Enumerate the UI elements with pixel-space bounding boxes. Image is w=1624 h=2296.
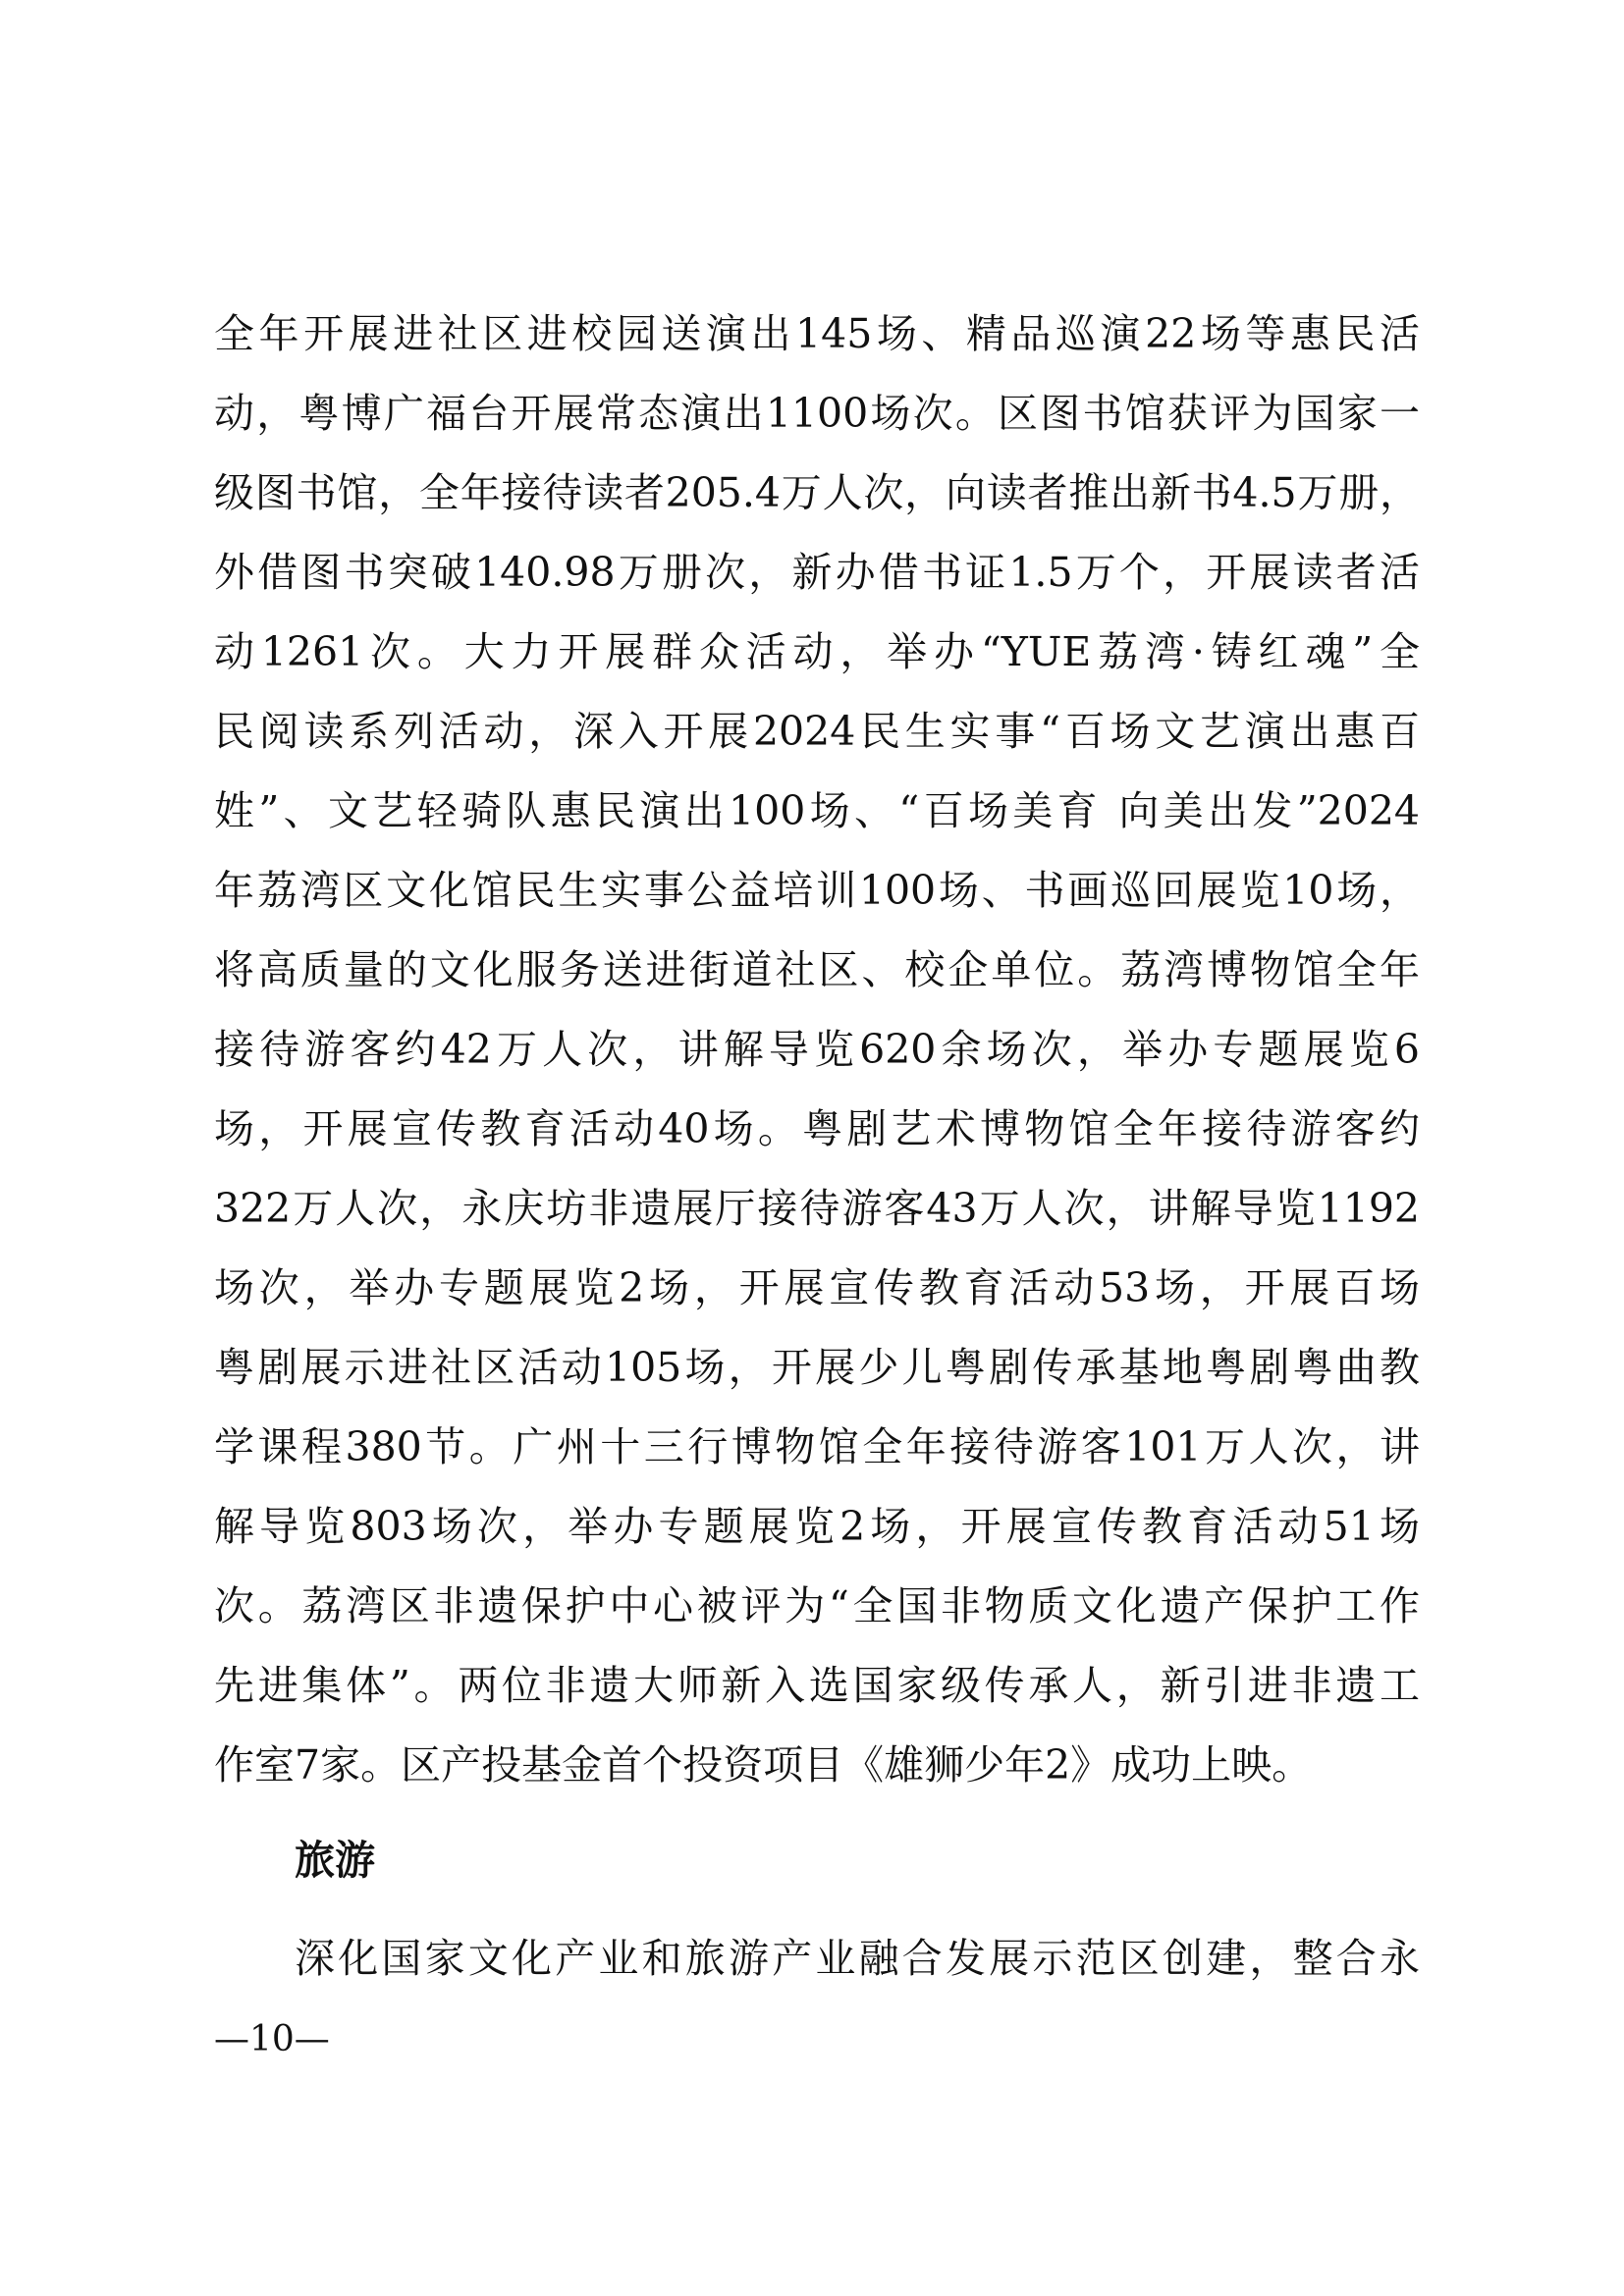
text-line: 学课程380节。广州十三行博物馆全年接待游客101万人次，讲 <box>214 1423 1420 1470</box>
text-line: 粤剧展示进社区活动105场，开展少儿粤剧传承基地粤剧粤曲教 <box>214 1344 1420 1391</box>
text-line: 动，粤博广福台开展常态演出1100场次。区图书馆获评为国家一 <box>214 390 1420 437</box>
text-line: 场次，举办专题展览2场，开展宣传教育活动53场，开展百场 <box>214 1264 1420 1311</box>
text-line: 全年开展进社区进校园送演出145场、精品巡演22场等惠民活 <box>214 310 1420 357</box>
text-line: 姓”、文艺轻骑队惠民演出100场、“百场美育 向美出发”2024 <box>214 787 1420 834</box>
text-line: 接待游客约42万人次，讲解导览620余场次，举办专题展览6 <box>214 1026 1420 1073</box>
page-number: —10— <box>214 2019 330 2059</box>
body-paragraph <box>214 294 1420 1805</box>
text-line: 场，开展宣传教育活动40场。粤剧艺术博物馆全年接待游客约 <box>214 1105 1420 1152</box>
section-heading-tourism: 旅游 <box>295 1837 375 1884</box>
text-line: 解导览803场次，举办专题展览2场，开展宣传教育活动51场 <box>214 1503 1420 1550</box>
text-line: 级图书馆，全年接待读者205.4万人次，向读者推出新书4.5万册， <box>214 469 1420 516</box>
text-line: 年荔湾区文化馆民生实事公益培训100场、书画巡回展览10场， <box>214 867 1420 914</box>
text-line: 动1261次。大力开展群众活动，举办“YUE荔湾·铸红魂”全 <box>214 628 1420 675</box>
text-line: 民阅读系列活动，深入开展2024民生实事“百场文艺演出惠百 <box>214 708 1420 755</box>
text-line: 次。荔湾区非遗保护中心被评为“全国非物质文化遗产保护工作 <box>214 1582 1420 1629</box>
text-line: 将高质量的文化服务送进街道社区、校企单位。荔湾博物馆全年 <box>214 946 1420 993</box>
section-paragraph <box>295 1919 1420 1999</box>
text-line: 先进集体”。两位非遗大师新入选国家级传承人，新引进非遗工 <box>214 1662 1420 1709</box>
text-line: 作室7家。区产投基金首个投资项目《雄狮少年2》成功上映。 <box>214 1741 1313 1789</box>
text-line: 深化国家文化产业和旅游产业融合发展示范区创建，整合永 <box>295 1935 1420 1982</box>
text-line: 322万人次，永庆坊非遗展厅接待游客43万人次，讲解导览1192 <box>214 1185 1420 1232</box>
text-line: 外借图书突破140.98万册次，新办借书证1.5万个，开展读者活 <box>214 549 1420 596</box>
